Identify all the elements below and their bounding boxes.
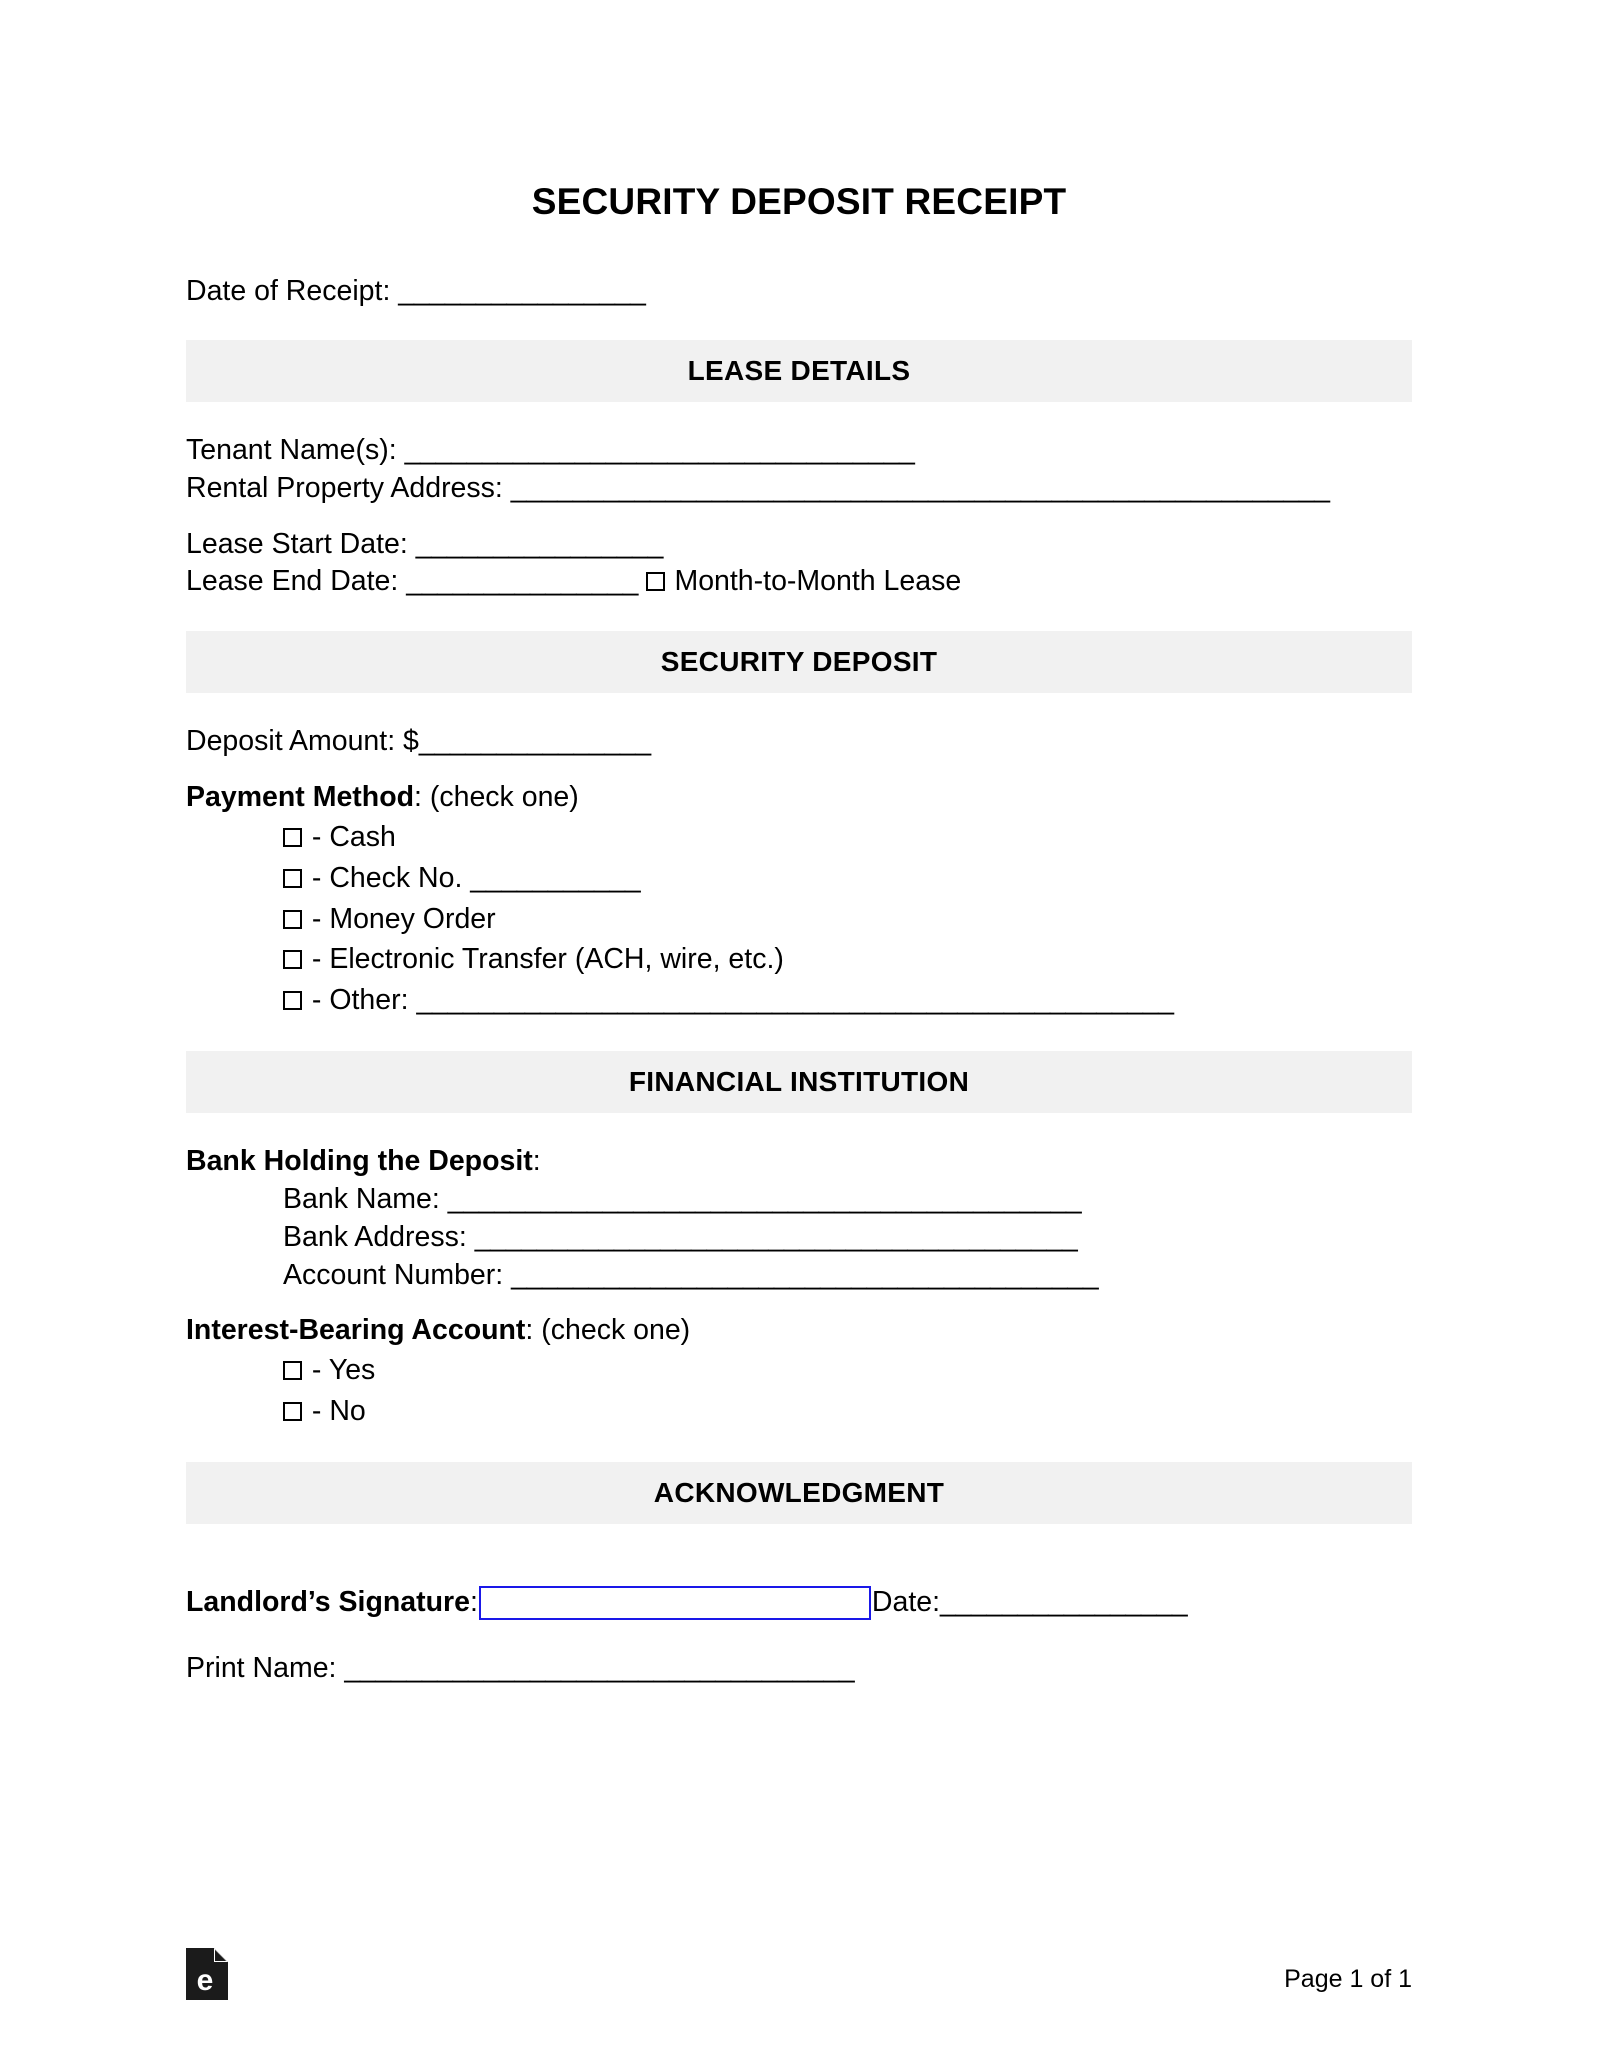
eforms-logo-icon xyxy=(186,1948,228,2000)
interest-option-yes[interactable] xyxy=(186,1350,1412,1391)
checkbox-icon-cash[interactable] xyxy=(283,828,302,847)
deposit-amount-line xyxy=(186,723,1412,761)
receipt-date-line xyxy=(186,273,1412,310)
bank-name-label: Bank Name: xyxy=(283,1182,448,1215)
landlord-signature-suffix: : xyxy=(469,1586,478,1619)
tenant-name-blank[interactable]: _________________________________ xyxy=(404,433,915,466)
lease-start-label: Lease Start Date: xyxy=(186,527,416,560)
lease-end-line xyxy=(186,563,1412,601)
page-title: SECURITY DEPOSIT RECEIPT xyxy=(531,181,1067,222)
print-name-blank[interactable]: _________________________________ xyxy=(344,1651,855,1684)
payment-option-check[interactable] xyxy=(186,858,1412,899)
interest-bearing-heading xyxy=(186,1312,1412,1350)
payment-option-money-order-label: - Money Order xyxy=(304,902,496,935)
account-number-line xyxy=(186,1257,1412,1295)
payment-method-heading xyxy=(186,779,1412,817)
section-header-acknowledgment xyxy=(186,1462,1412,1524)
checkbox-icon-money-order[interactable] xyxy=(283,910,302,929)
page-footer xyxy=(186,1940,1412,2000)
lease-start-line xyxy=(186,526,1412,564)
checkbox-icon-electronic-transfer[interactable] xyxy=(283,950,302,969)
payment-option-electronic-transfer-label: - Electronic Transfer (ACH, wire, etc.) xyxy=(304,943,784,976)
interest-option-no[interactable] xyxy=(186,1391,1412,1432)
checkbox-icon-other[interactable] xyxy=(283,991,302,1010)
payment-option-other-label: - Other: xyxy=(304,984,417,1017)
checkbox-icon-check[interactable] xyxy=(283,869,302,888)
checkbox-icon-month-to-month[interactable] xyxy=(646,572,665,591)
payment-method-label: Payment Method xyxy=(186,781,415,814)
account-number-label: Account Number: xyxy=(283,1258,512,1291)
signature-date-blank[interactable]: ________________ xyxy=(940,1586,1188,1619)
section-header-financial-institution xyxy=(186,1051,1412,1113)
signature-date-label: Date: xyxy=(871,1586,941,1619)
bank-address-line xyxy=(186,1219,1412,1257)
payment-option-electronic-transfer[interactable] xyxy=(186,939,1412,980)
property-address-label: Rental Property Address: xyxy=(186,471,511,504)
payment-option-cash-label: - Cash xyxy=(304,821,396,854)
lease-start-blank[interactable]: ________________ xyxy=(415,527,663,560)
svg-text:e: e xyxy=(196,1964,214,1997)
deposit-amount-label: Deposit Amount: $ xyxy=(186,725,419,758)
section-header-acknowledgment-label: ACKNOWLEDGMENT xyxy=(653,1476,945,1508)
receipt-date-label: Date of Receipt: xyxy=(186,274,399,307)
payment-option-other[interactable] xyxy=(186,980,1412,1021)
tenant-name-line xyxy=(186,432,1412,470)
interest-bearing-suffix: : (check one) xyxy=(525,1314,691,1347)
bank-holding-suffix: : xyxy=(532,1144,541,1177)
landlord-signature-input[interactable] xyxy=(479,1586,871,1620)
interest-option-no-label: - No xyxy=(304,1395,366,1428)
landlord-signature-label: Landlord’s Signature xyxy=(186,1586,470,1619)
section-header-security-deposit xyxy=(186,631,1412,693)
print-name-label: Print Name: xyxy=(186,1651,345,1684)
payment-option-check-label: - Check No. xyxy=(304,861,471,894)
payment-option-money-order[interactable] xyxy=(186,899,1412,940)
section-header-financial-institution-label: FINANCIAL INSTITUTION xyxy=(628,1065,970,1097)
interest-option-yes-label: - Yes xyxy=(304,1354,376,1387)
month-to-month-label: Month-to-Month Lease xyxy=(666,565,962,598)
account-number-blank[interactable]: ______________________________________ xyxy=(511,1258,1099,1291)
document-content xyxy=(186,0,1412,1688)
tenant-name-label: Tenant Name(s): xyxy=(186,433,405,466)
payment-option-other-blank[interactable]: _________________________________________________ xyxy=(416,984,1174,1017)
payment-method-suffix: : (check one) xyxy=(414,781,579,814)
section-header-lease-details-label: LEASE DETAILS xyxy=(687,354,911,386)
receipt-date-blank[interactable]: ________________ xyxy=(398,274,646,307)
page-number: Page 1 of 1 xyxy=(1284,1965,1412,1993)
bank-address-blank[interactable]: _______________________________________ xyxy=(474,1220,1078,1253)
property-address-blank[interactable]: _____________________________________________________ xyxy=(510,471,1330,504)
print-name-line xyxy=(186,1650,1412,1688)
deposit-amount-blank[interactable]: _______________ xyxy=(418,725,651,758)
payment-option-cash[interactable] xyxy=(186,817,1412,858)
bank-holding-heading xyxy=(186,1143,1412,1181)
section-header-lease-details xyxy=(186,340,1412,402)
interest-bearing-label: Interest-Bearing Account xyxy=(186,1314,526,1347)
bank-address-label: Bank Address: xyxy=(283,1220,475,1253)
property-address-line xyxy=(186,470,1412,508)
bank-holding-label: Bank Holding the Deposit xyxy=(186,1144,533,1177)
checkbox-icon-interest-no[interactable] xyxy=(283,1402,302,1421)
lease-end-blank[interactable]: _______________ xyxy=(406,565,646,598)
payment-option-check-blank[interactable]: ___________ xyxy=(470,861,641,894)
lease-end-label: Lease End Date: xyxy=(186,565,407,598)
landlord-signature-row xyxy=(186,1586,1412,1620)
bank-name-blank[interactable]: _________________________________________ xyxy=(447,1182,1082,1215)
section-header-security-deposit-label: SECURITY DEPOSIT xyxy=(660,646,938,678)
checkbox-icon-interest-yes[interactable] xyxy=(283,1361,302,1380)
bank-name-line xyxy=(186,1181,1412,1219)
